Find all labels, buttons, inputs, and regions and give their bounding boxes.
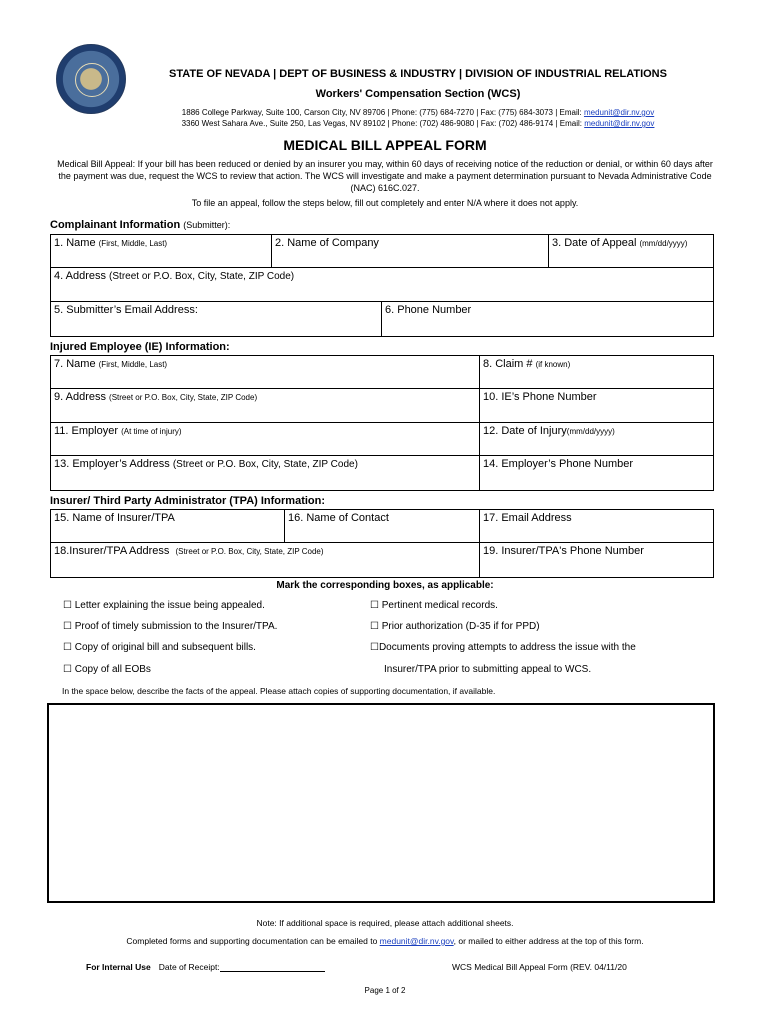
- las-vegas-address: 3360 West Sahara Ave., Suite 250, Las Vegas, NV 89102 | Phone: (702) 486-9080 | Fax: (702) 486-9174 | Email: medunit@dir.nv.gov: [181, 119, 655, 128]
- receipt-date-line[interactable]: [220, 962, 325, 972]
- additional-space-note: Note: If additional space is required, please attach additional sheets.: [256, 918, 514, 928]
- intro-text: Medical Bill Appeal: If your bill has been reduced or denied by an insurer you may, within 60 days of receiving notice of the reduction or denial, or within 60 days after the payment was due, request the WCS to review that action. The WCS will investigate and make a payment determination pursuant to Nevada Administrative Code (NAC) 616C.027.: [57, 159, 713, 193]
- insurer-address-field[interactable]: 18.Insurer/TPA Address (Street or P.O. Box, City, State, ZIP Code): [50, 542, 480, 578]
- insurer-heading: Insurer/ Third Party Administrator (TPA) Information:: [50, 495, 326, 507]
- insurer-email-field[interactable]: 17. Email Address: [479, 509, 714, 543]
- ie-name-field[interactable]: 7. Name (First, Middle, Last): [50, 355, 480, 389]
- submission-note: Completed forms and supporting documentation can be emailed to medunit@dir.nv.gov, or mailed to either address at the top of this form.: [126, 936, 644, 946]
- checkbox-bills[interactable]: ☐ Copy of original bill and subsequent bills.: [63, 642, 256, 653]
- date-of-appeal-field[interactable]: 3. Date of Appeal (mm/dd/yyyy): [548, 234, 714, 268]
- insurer-phone-field[interactable]: 19. Insurer/TPA's Phone Number: [479, 542, 714, 578]
- nevada-seal-logo: [56, 44, 126, 114]
- instructions-text: To file an appeal, follow the steps below, fill out completely and enter N/A where it does not apply.: [191, 198, 579, 208]
- complainant-heading: Complainant Information (Submitter):: [50, 219, 231, 231]
- address-field[interactable]: 4. Address (Street or P.O. Box, City, State, ZIP Code): [50, 267, 714, 302]
- submitter-email-field[interactable]: 5. Submitter’s Email Address:: [50, 301, 382, 337]
- checkbox-medical-records[interactable]: ☐ Pertinent medical records.: [370, 600, 498, 611]
- employer-address-field[interactable]: 13. Employer’s Address (Street or P.O. Box, City, State, ZIP Code): [50, 455, 480, 491]
- checkbox-documents[interactable]: ☐Documents proving attempts to address the issue with the: [370, 642, 636, 653]
- checkbox-proof[interactable]: ☐ Proof of timely submission to the Insurer/TPA.: [63, 621, 278, 632]
- employer-phone-field[interactable]: 14. Employer’s Phone Number: [479, 455, 714, 491]
- checkbox-prior-authorization[interactable]: ☐ Prior authorization (D-35 if for PPD): [370, 621, 540, 632]
- company-field[interactable]: 2. Name of Company: [271, 234, 549, 268]
- checkbox-documents-continued: Insurer/TPA prior to submitting appeal to WCS.: [384, 664, 592, 675]
- date-of-injury-field[interactable]: 12. Date of Injury(mm/dd/yyyy): [479, 422, 714, 456]
- checklist-heading: Mark the corresponding boxes, as applicable:: [276, 580, 494, 591]
- email-link[interactable]: medunit@dir.nv.gov: [584, 119, 655, 128]
- employer-field[interactable]: 11. Employer (At time of injury): [50, 422, 480, 456]
- email-link[interactable]: medunit@dir.nv.gov: [379, 936, 454, 946]
- describe-instructions: In the space below, describe the facts of the appeal. Please attach copies of supporting documentation, if available.: [62, 686, 496, 696]
- insurer-name-field[interactable]: 15. Name of Insurer/TPA: [50, 509, 285, 543]
- phone-field[interactable]: 6. Phone Number: [381, 301, 714, 337]
- form-revision: WCS Medical Bill Appeal Form (REV. 04/11/20: [452, 962, 627, 972]
- form-title: MEDICAL BILL APPEAL FORM: [283, 137, 487, 153]
- name-field[interactable]: 1. Name (First, Middle, Last): [50, 234, 272, 268]
- checkbox-eobs[interactable]: ☐ Copy of all EOBs: [63, 664, 151, 675]
- agency-header: STATE OF NEVADA | DEPT OF BUSINESS & INDUSTRY | DIVISION OF INDUSTRIAL RELATIONS: [169, 68, 667, 80]
- ie-address-field[interactable]: 9. Address (Street or P.O. Box, City, State, ZIP Code): [50, 388, 480, 423]
- carson-city-address: 1886 College Parkway, Suite 100, Carson City, NV 89706 | Phone: (775) 684-7270 | Fax: (775) 684-3073 | Email: medunit@dir.nv.gov: [181, 108, 655, 117]
- appeal-description-textarea[interactable]: [47, 703, 715, 903]
- section-header: Workers' Compensation Section (WCS): [315, 88, 521, 100]
- claim-number-field[interactable]: 8. Claim # (if known): [479, 355, 714, 389]
- ie-phone-field[interactable]: 10. IE’s Phone Number: [479, 388, 714, 423]
- employee-heading: Injured Employee (IE) Information:: [50, 341, 230, 353]
- checkbox-letter[interactable]: ☐ Letter explaining the issue being appealed.: [63, 600, 265, 611]
- page-number: Page 1 of 2: [364, 986, 406, 995]
- internal-use: For Internal Use Date of Receipt:: [86, 962, 325, 972]
- email-link[interactable]: medunit@dir.nv.gov: [583, 108, 655, 117]
- contact-name-field[interactable]: 16. Name of Contact: [284, 509, 480, 543]
